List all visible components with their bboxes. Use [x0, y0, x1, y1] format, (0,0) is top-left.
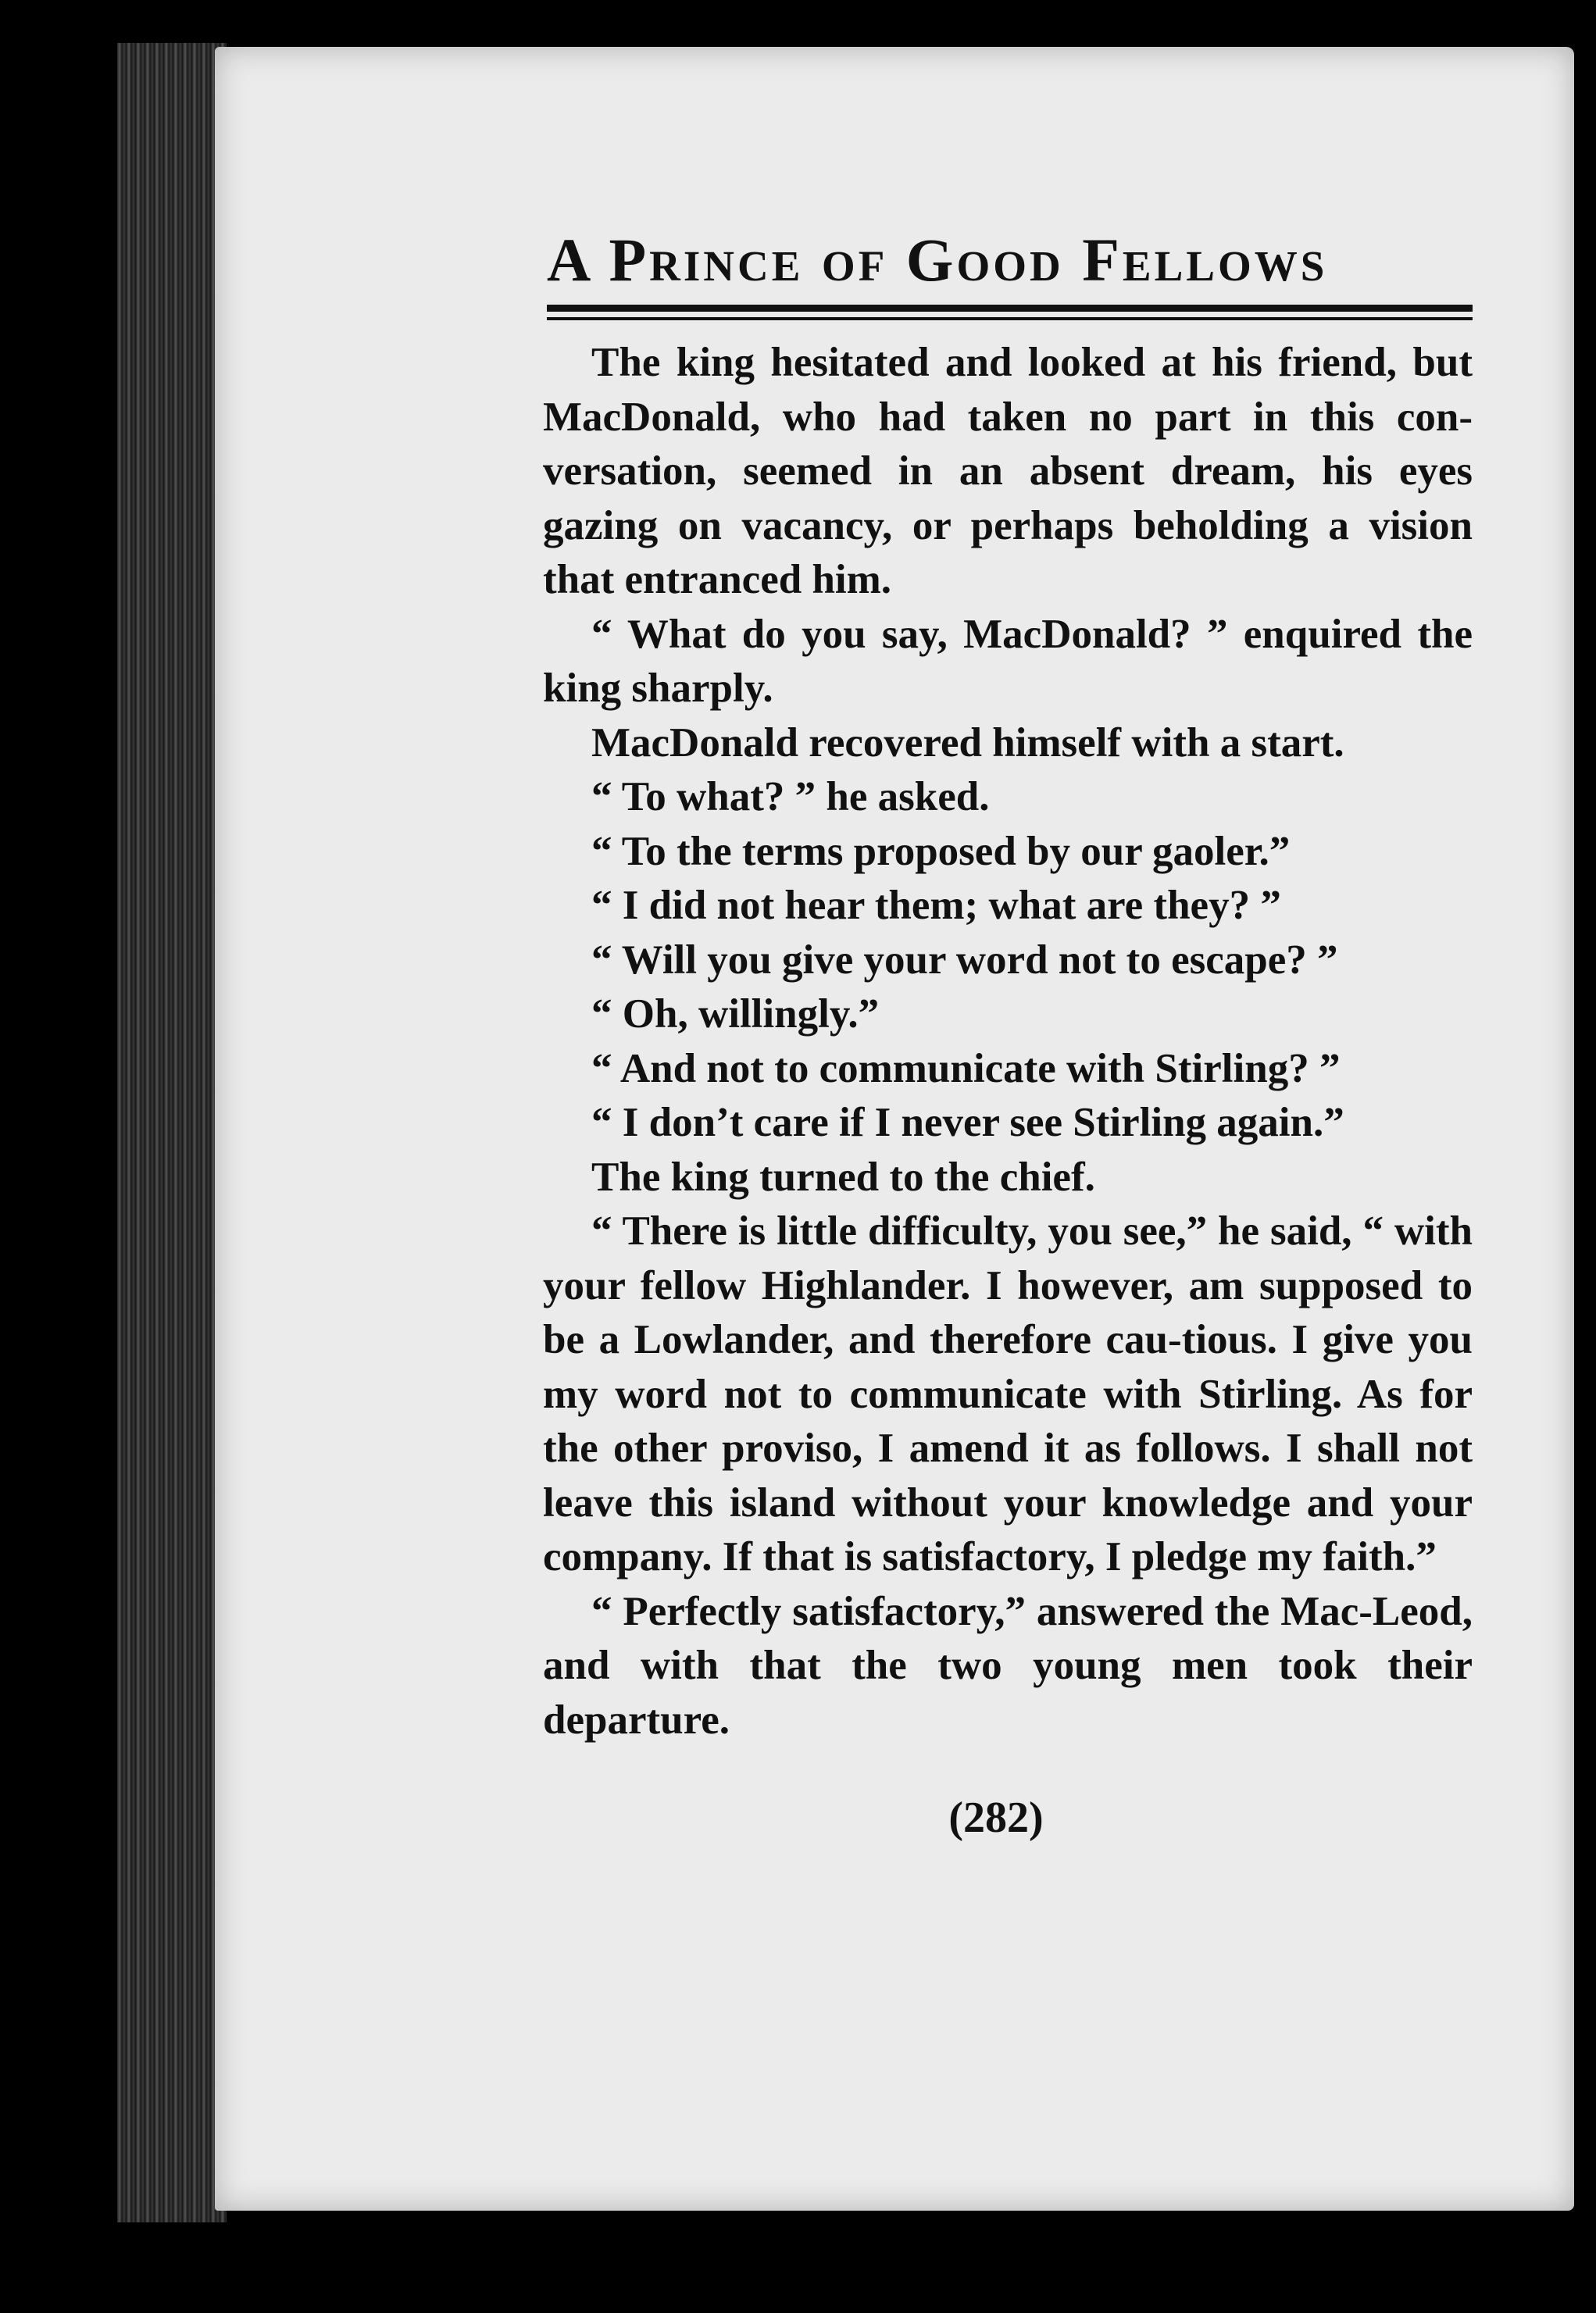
- paragraph: “ To what? ” he asked.: [591, 774, 990, 819]
- paragraph: The king hesitated and looked at his friend, but MacDonald, who had taken no part in this con-versation, seemed in an absent dream, his eyes gazing on vacancy, or perhaps beholding a vision that entranced him.: [543, 340, 1473, 602]
- running-header: [547, 225, 1476, 295]
- page-edges: [117, 43, 227, 2222]
- paragraph: “ Oh, willingly.”: [591, 991, 880, 1037]
- paragraph: “ I did not hear them; what are they? ”: [591, 883, 1281, 928]
- header-rule-thin: [547, 317, 1473, 320]
- paragraph: The king turned to the chief.: [591, 1154, 1095, 1200]
- paragraph: “ Perfectly satisfactory,” answered the Mac-Leod, and with that the two young men took their departure.: [543, 1588, 1473, 1743]
- header-rule-thick: [547, 305, 1473, 312]
- paragraph: MacDonald recovered himself with a start.: [591, 719, 1344, 766]
- page-number: (282): [948, 1794, 1044, 1842]
- paragraph: “ I don’t care if I never see Stirling again.”: [591, 1100, 1344, 1145]
- paragraph: “ There is little difficulty, you see,” he said, “ with your fellow Highlander. I however, am supposed to be a Lowlander, and therefore cau-tious. I give you my word not to communicate with Stirling. As for the other proviso, I amend it as follows. I shall not leave this island without your knowledge and your company. If that is satisfactory, I pledge my faith.”: [543, 1208, 1473, 1579]
- paragraph: “ To the terms proposed by our gaoler.”: [591, 828, 1291, 874]
- paragraph: “ What do you say, MacDonald? ” enquired the king sharply.: [543, 611, 1473, 711]
- page-body: [543, 336, 1473, 1747]
- paragraph: “ Will you give your word not to escape? ”: [591, 937, 1338, 983]
- paragraph: “ And not to communicate with Stirling? ”: [591, 1045, 1341, 1091]
- running-title: A Prince of Good Fellows: [547, 226, 1328, 294]
